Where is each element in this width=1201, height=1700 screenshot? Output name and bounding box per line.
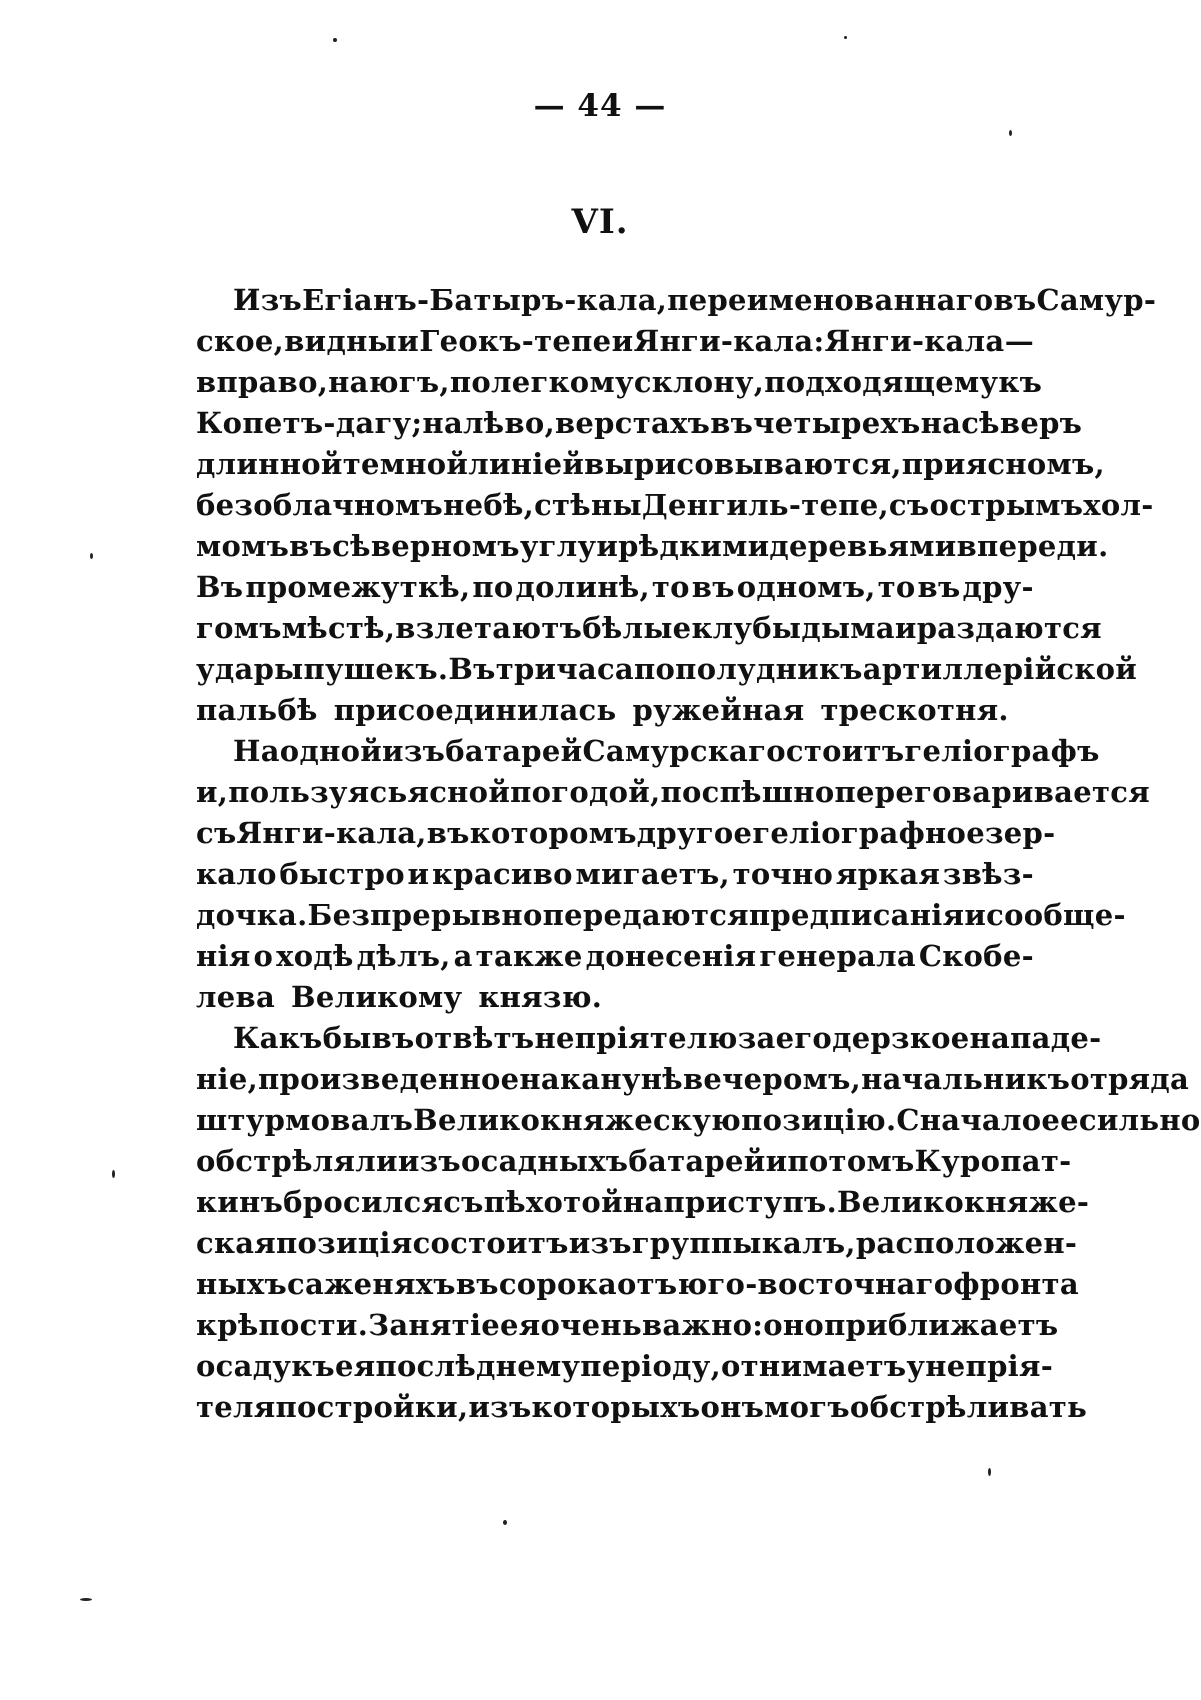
word: лева [196,980,276,1014]
word: удары [196,652,304,686]
word: налѣво, [422,406,555,440]
word: Скобе- [918,939,1034,973]
word: непрія- [925,1349,1054,1383]
word: ее [1041,1103,1079,1137]
word: ходѣ [276,939,354,973]
word: дерзкое [832,1021,970,1055]
word: и, [196,775,229,809]
word: калъ, [761,1226,856,1260]
word: рѣдкими [618,529,770,563]
word: пользуясь [228,775,408,809]
text-line [196,362,1043,403]
text-line [196,1346,1054,1387]
word: вечеромъ, [682,1062,862,1096]
word: пальбѣ [196,693,318,727]
word: вырисовываются, [584,447,902,481]
word: трескотня. [820,693,1009,727]
word: дѣлъ, [356,939,451,973]
word: темной [342,447,469,481]
word: изъ [382,734,446,768]
word: могъ [764,1390,850,1424]
word: постройки, [275,1390,469,1424]
word: оно [763,1308,825,1342]
word: нія [196,939,251,973]
word: геліографъ [904,734,1100,768]
word: три [495,652,557,686]
body-text [196,280,1201,1428]
word: группы [631,1226,762,1260]
text-line [196,731,1100,772]
word: фронта [953,1267,1079,1301]
word: и [765,1144,788,1178]
word: хол- [1083,488,1154,522]
text-line [196,1059,1190,1100]
text-line [196,321,1034,362]
word: длинной [196,447,343,481]
word: пѣхотой [483,1185,623,1219]
word: верстахъ [554,406,711,440]
word: пушекъ. [303,652,449,686]
word: къ [291,1349,335,1383]
text-line [196,485,1154,526]
text-line [196,526,1109,567]
word: по [472,570,514,604]
word: ніе, [196,1062,258,1096]
word: а [453,939,473,973]
word: состоитъ [412,1226,569,1260]
word: небѣ, [443,488,535,522]
word: къ [818,652,863,686]
word: ясной [407,775,511,809]
word: которомъ [469,816,637,850]
word: присоединилась [333,693,617,727]
word: Въ [448,652,496,686]
word: отнимаетъ [721,1349,907,1383]
word: у [906,1349,926,1383]
word: бросился [283,1185,444,1219]
word: съ [443,1185,484,1219]
text-line [196,1018,1102,1059]
word: осаду [196,1349,292,1383]
word: изъ [468,1390,532,1424]
page-number: — 44 — [533,88,667,124]
word: острымъ [929,488,1084,522]
word: на [622,1185,664,1219]
word: поспѣшно [660,775,835,809]
word: отряда [1070,1062,1190,1096]
scan-speck [80,1598,92,1601]
word: ея [500,1308,541,1342]
word: Занятіе [368,1308,501,1342]
word: зер- [984,816,1056,850]
word: Куропат- [914,1144,1072,1178]
word: онъ [700,1390,765,1424]
text-line [196,403,1083,444]
word: обстрѣляли [196,1144,398,1178]
word: мигаетъ, [575,857,730,891]
word: также [475,939,583,973]
word: долинѣ, [515,570,650,604]
word: подходящему [764,365,999,399]
word: Янги-кала [824,324,1005,358]
word: быстро [279,857,405,891]
word: въ [710,406,754,440]
word: которыхъ [531,1390,701,1424]
word: линіей [468,447,585,481]
word: въ [993,283,1037,317]
word: раздаются [916,611,1102,645]
word: Безпрерывно [307,898,543,932]
word: ея [334,1349,376,1383]
word: ясномъ, [965,447,1105,481]
word: приближаетъ [824,1308,1059,1342]
scan-speck [1009,130,1012,136]
word: четырехъ [753,406,921,440]
word: и [397,324,420,358]
text-line [196,608,1102,649]
scan-speck [844,36,847,39]
word: донесенія [585,939,757,973]
word: Великокняже- [836,1185,1090,1219]
word: Янги-кала: [633,324,825,358]
word: часа [556,652,635,686]
word: генерала [759,939,916,973]
word: стѣны [534,488,642,522]
word: мѣстѣ, [281,611,396,645]
word: произведенное [258,1062,520,1096]
word: о [253,939,274,973]
word: сорока [498,1267,617,1301]
word: при [901,447,966,481]
word: склону, [633,365,765,399]
word: кинъ [196,1185,284,1219]
word: Самур- [1036,283,1157,317]
word: изъ [568,1226,632,1260]
word: вправо, [196,365,329,399]
text-line [196,813,1056,854]
word: на [328,365,369,399]
text-line [196,772,1150,813]
word: съ [888,488,930,522]
text-line [196,1223,1078,1264]
chapter-heading: VI. [571,202,629,242]
scan-speck [503,1520,507,1525]
word: обстрѣливать [849,1390,1088,1424]
word: яркая [835,857,941,891]
text-line [196,936,1034,977]
scan-speck [112,1170,115,1178]
word: Великому [291,980,463,1014]
word: Денгиль-тепе, [641,488,889,522]
word: Въ [196,570,244,604]
word: промежуткѣ, [245,570,471,604]
word: батарей [445,734,583,768]
word: наканунѣ [519,1062,683,1096]
word: ныхъ [196,1267,288,1301]
word: пополудни [634,652,819,686]
word: Янги-кала, [236,816,427,850]
word: приступъ. [663,1185,837,1219]
word: въ [426,816,470,850]
word: и [596,529,619,563]
word: крѣпости. [196,1308,369,1342]
word: отъ [616,1267,678,1301]
word: одномъ, [736,570,876,604]
word: артиллерійской [862,652,1138,686]
word: князю. [478,980,603,1014]
word: дыма [801,611,895,645]
word: легкому [491,365,634,399]
word: важно: [641,1308,764,1342]
word: непріятелю [534,1021,738,1055]
word: въ [289,529,333,563]
word: періоду, [580,1349,721,1383]
text-line [196,895,1126,936]
word: сообще- [986,898,1126,932]
word: осадныхъ [460,1144,629,1178]
text-line [196,1141,1072,1182]
text-line [196,1100,1201,1141]
word: за [737,1021,776,1055]
word: геліографное [752,816,985,850]
word: начальникъ [861,1062,1071,1096]
word: видны [284,324,398,358]
word: ружейная [632,693,805,727]
word: юго-восточнаго [677,1267,954,1301]
word: впереди. [956,529,1109,563]
word: Какъ [233,1021,323,1055]
word: точно [732,857,834,891]
word: кало [196,857,277,891]
word: къ [998,365,1043,399]
word: послѣднему [375,1349,581,1383]
scan-speck [333,38,337,42]
word: углу [519,529,597,563]
word: штурмовалъ [196,1103,414,1137]
text-line [196,854,1034,895]
word: отвѣтъ [414,1021,535,1055]
word: Егіанъ-Батыръ-кала, [302,283,668,317]
text-line [196,977,1034,1018]
word: теля [196,1390,276,1424]
word: дру- [962,570,1034,604]
word: Изъ [233,283,303,317]
word: переговаривается [834,775,1150,809]
word: Геокъ-тепе [419,324,612,358]
word: въ [691,570,735,604]
word: ская [196,1226,277,1260]
word: — [1004,324,1034,358]
text-line [196,567,1034,608]
word: стоитъ [785,734,905,768]
word: ское, [196,324,284,358]
word: Копетъ-дагу; [196,406,423,440]
word: клубы [691,611,802,645]
word: батарей [628,1144,766,1178]
word: сѣверномъ [332,529,520,563]
word: саженяхъ [287,1267,456,1301]
word: расположен- [855,1226,1078,1260]
word: сильно [1078,1103,1201,1137]
text-line [196,444,1105,485]
word: и [964,898,987,932]
text-line [196,690,1034,731]
text-line [196,280,1157,321]
word: и [611,324,634,358]
word: изъ [397,1144,461,1178]
word: взлетаютъ [395,611,583,645]
word: и [894,611,917,645]
text-line [196,1305,1059,1346]
word: очень [540,1308,642,1342]
word: На [233,734,280,768]
word: въ [917,570,961,604]
word: момъ [196,529,290,563]
word: по [449,365,491,399]
word: въ [371,1021,415,1055]
word: Великокняжескую [413,1103,742,1137]
text-line [196,649,1138,690]
word: деревьями [769,529,957,563]
word: то [877,570,916,604]
text-line [196,1387,1088,1428]
word: другое [636,816,753,850]
text-line [196,1264,1079,1305]
word: красиво [432,857,573,891]
word: Самурскаго [582,734,786,768]
word: предписанія [748,898,965,932]
word: погодой, [510,775,661,809]
word: дочка. [196,898,308,932]
word: безоблачномъ [196,488,444,522]
word: на [920,406,962,440]
word: югъ, [368,365,450,399]
word: Сначало [896,1103,1042,1137]
word: его [775,1021,833,1055]
word: бѣлые [582,611,692,645]
word: гомъ [196,611,282,645]
scan-speck [988,1468,991,1476]
word: то [651,570,690,604]
word: одной [279,734,383,768]
word: звѣз- [942,857,1034,891]
word: бы [322,1021,372,1055]
word: потомъ [787,1144,915,1178]
word: съ [196,816,237,850]
word: и [407,857,430,891]
word: позицію. [741,1103,897,1137]
word: нападе- [969,1021,1102,1055]
word: сѣверъ [961,406,1083,440]
word: въ [455,1267,499,1301]
scan-speck [90,553,93,559]
word: передаются [542,898,749,932]
word: переименованнаго [667,283,994,317]
word: позиція [276,1226,413,1260]
text-line [196,1182,1090,1223]
